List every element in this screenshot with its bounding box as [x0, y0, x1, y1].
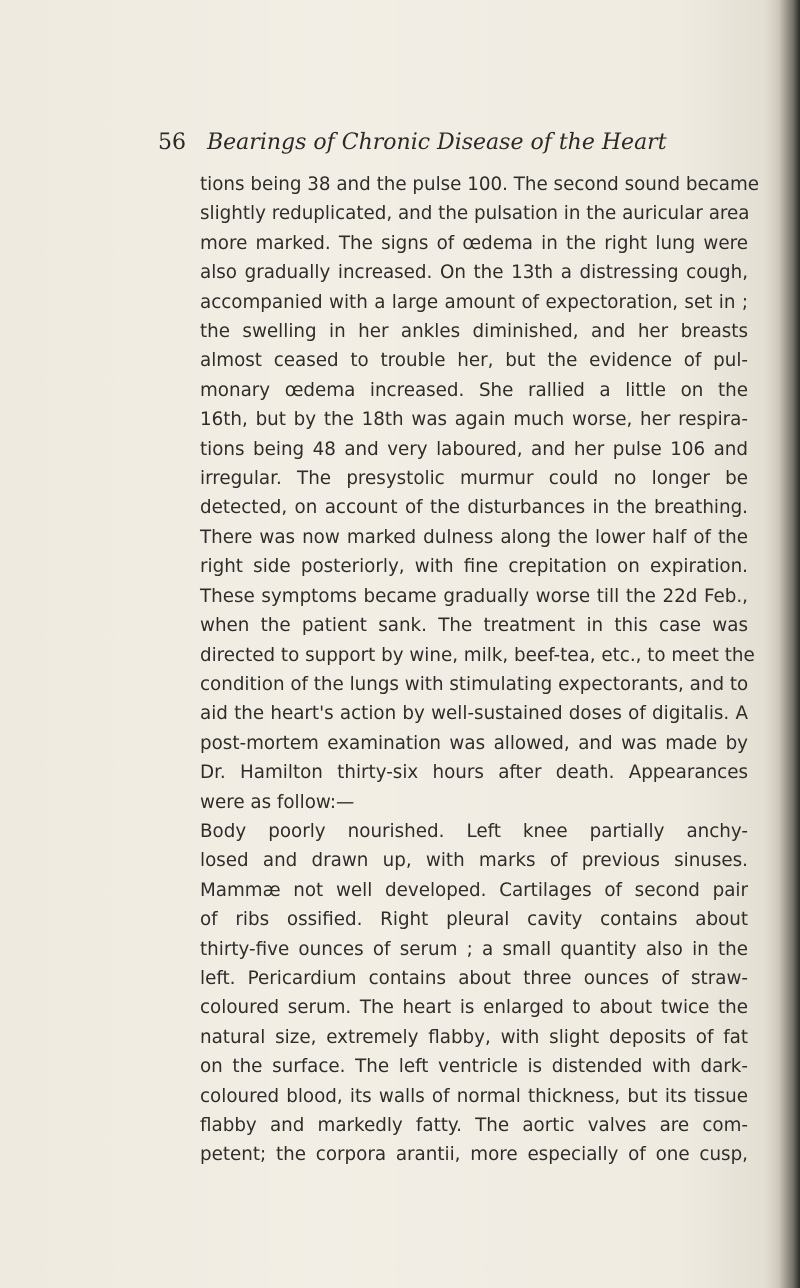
- page-number: 56: [158, 130, 186, 155]
- text-line: Mammæ not well developed. Cartilages of second pair: [200, 879, 748, 901]
- body-text: [200, 170, 760, 1170]
- text-line: coloured blood, its walls of normal thickness, but its tissue: [200, 1085, 748, 1107]
- text-line: slightly reduplicated, and the pulsation in the auricular area: [200, 203, 750, 225]
- text-line: the swelling in her ankles diminished, and her breasts: [200, 321, 748, 343]
- text-line: thirty-five ounces of serum ; a small quantity also in the: [200, 938, 748, 960]
- text-line: more marked. The signs of œdema in the right lung were: [200, 232, 748, 254]
- text-line: 16th, but by the 18th was again much worse, her respira-: [200, 409, 748, 431]
- text-line: natural size, extremely flabby, with slight deposits of fat: [200, 1026, 748, 1048]
- text-line: tions being 48 and very laboured, and her pulse 106 and: [200, 438, 748, 460]
- text-line: on the surface. The left ventricle is distended with dark-: [200, 1056, 748, 1078]
- text-line: accompanied with a large amount of expectoration, set in ;: [200, 291, 748, 313]
- text-line: also gradually increased. On the 13th a distressing cough,: [200, 262, 748, 284]
- text-line: detected, on account of the disturbances in the breathing.: [200, 497, 748, 519]
- running-title: Bearings of Chronic Disease of the Heart: [207, 130, 667, 155]
- text-line: when the patient sank. The treatment in this case was: [200, 615, 748, 637]
- text-line: coloured serum. The heart is enlarged to about twice the: [200, 997, 748, 1019]
- text-line: There was now marked dulness along the lower half of the: [200, 526, 748, 548]
- text-line: petent; the corpora arantii, more especially of one cusp,: [200, 1144, 748, 1166]
- text-line: right side posteriorly, with fine crepitation on expiration.: [200, 556, 748, 578]
- text-line: of ribs ossified. Right pleural cavity contains about: [200, 909, 748, 931]
- text-line: left. Pericardium contains about three ounces of straw-: [200, 967, 748, 989]
- text-line: aid the heart's action by well-sustained doses of digitalis. A: [200, 703, 748, 725]
- text-line: Body poorly nourished. Left knee partially anchy-: [200, 820, 748, 842]
- text-line: flabby and markedly fatty. The aortic valves are com-: [200, 1115, 748, 1136]
- text-line: irregular. The presystolic murmur could no longer be: [200, 468, 748, 490]
- text-line: Dr. Hamilton thirty-six hours after death. Appearances: [200, 762, 748, 784]
- text-line: tions being 38 and the pulse 100. The second sound became: [200, 174, 760, 195]
- text-line: were as follow:—: [200, 791, 355, 813]
- page-header: [158, 130, 667, 155]
- text-line: losed and drawn up, with marks of previous sinuses.: [200, 850, 748, 872]
- text-line: almost ceased to trouble her, but the evidence of pul-: [200, 350, 748, 372]
- text-line: directed to support by wine, milk, beef-tea, etc., to meet the: [200, 644, 755, 666]
- page-edge-shadow: [764, 0, 800, 1288]
- text-line: condition of the lungs with stimulating expectorants, and to: [200, 673, 749, 695]
- text-line: These symptoms became gradually worse till the 22d Feb.,: [200, 585, 748, 607]
- text-line: post-mortem examination was allowed, and was made by: [200, 732, 748, 754]
- text-line: monary œdema increased. She rallied a little on the: [200, 379, 748, 401]
